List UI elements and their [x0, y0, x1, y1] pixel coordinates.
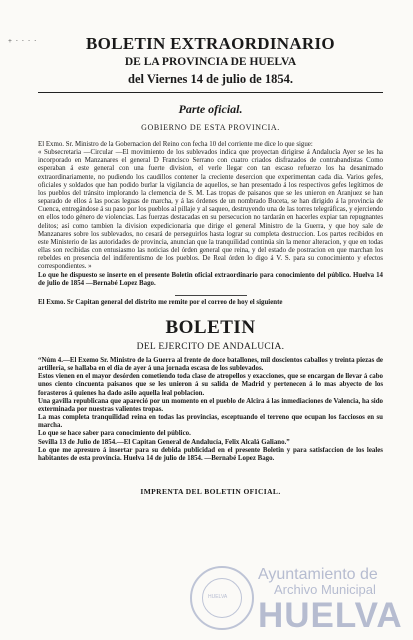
bulletin-paragraph: Sevilla 13 de Julio de 1854.—El Capitan General de Andalucía, Felix Alcalá Galiano.”: [38, 438, 290, 446]
section-heading: Parte oficial.: [178, 102, 243, 116]
government-heading: GOBIERNO DE ESTA PROVINCIA.: [141, 123, 280, 132]
bulletin-paragraph: “Núm 4.—El Exemo Sr. Ministro de la Guerra al frente de doce batallones, mil doscientos caballos y treinta piezas de artillería, se hallaba en el dia de ayer á una jornada escasa de los sublevados.: [38, 356, 383, 373]
bulletin-title: BOLETIN: [165, 316, 256, 338]
corner-mark: + · · · ·: [8, 37, 38, 45]
bulletin-paragraph: Lo que se hace saber para conocimiento del público.: [38, 430, 191, 438]
bulletin-paragraph: Estos vienen en el mayor desórden cometiendo toda clase de atropellos y exacciones, que se encargan de llevar á cabo unos ciento cincuenta paisanos que se les unieron á su salida de Madrid y pertenecen á lo mas abyecto de los forasteros á quienes ha dado asilo aquella leal poblacion.: [38, 373, 383, 397]
masthead-rule: [38, 92, 383, 93]
seal-icon: [190, 566, 254, 630]
bulletin-subtitle: DEL EJERCITO DE ANDALUCIA.: [136, 341, 285, 352]
separator-rule: [175, 295, 247, 296]
watermark-line-2: Archivo Municipal: [274, 582, 376, 597]
printer-footer: IMPRENTA DEL BOLETIN OFICIAL.: [140, 487, 281, 496]
intro-paragraph: El Exmo. Sr. Ministro de la Gobernacion del Reino con fecha 10 del corriente me dice lo que sigue:: [38, 141, 313, 148]
archive-watermark-logo: [188, 562, 408, 640]
circular-paragraph: « Subsecretaria —Circular —El movimiento de los sublevados indica que proyectan dirigirse á Andalucía Ayer se les ha incorporado en Manzanares el general D Francisco Serrano con cuatro criados disfrazados de contrabandistas Como esperaban á este general con una fuerte division, el verle llegar con tan escaso refuerzo los ha desanimado extraordinariamente, no pudiendo los caudillos contener la creciente desercion que experimentan cada dia. Varios gefes, oficiales y soldados que han podido burlar la vigilancia de aquellos, se han presentado á los respectivos gefes legítimos de los pueblos del tránsito implorando la clemencia de S. M. Las tropas de paisanos que se les unieron en Aranjuez se han separado de ellos á las pocas leguas de marcha, y á las órdenes de un nombrado Buceta, se han dirigido á la provincia de Cuenca, entregándose á su paso por los pueblos al pillaje y al saqueo, destruyendo una de las torres telegráficas, y ejerciendo en ellos todo género de violencias. Las fuerzas destacadas en su persecucion no tardarán en hacerles expiar tan repugnantes delitos; así como tambien la division expedicionaria que dirige el general Ministro de la Guerra, y que hoy sale de Manzanares sobre los sublevados, no cesará de perseguirlos hasta lograr su completa destruccion. Los partes recibidos en este Ministerio de las autoridades de provincia, anuncian que la tranquilidad continúa sin la menor alteracion, y que en todas ellas son recibidas con entusiasmo las noticias del órden general que reina, y del estado de postracion en que marchan los rebeldes en presencia del indiferentismo de los pueblos. De Real órden lo digo á V. S. para su conocimiento y efectos correspondientes. »: [38, 149, 383, 271]
captain-intro: El Exmo. Sr Capitan general del distrito me remite por el correo de hoy el siguiente: [38, 298, 283, 306]
masthead-province: DE LA PROVINCIA DE HUELVA: [124, 56, 297, 68]
bulletin-paragraph: Lo que me apresuro á insertar para su debida publicidad en el presente Boletin y para satisfaccion de los leales habitantes de esta provincia. Huelva 14 de julio de 1854. —Bernabé Lopez Bago.: [38, 446, 383, 462]
bulletin-paragraph: Una gavilla republicana que apareció por un momento en el pueblo de Alcira á las inmediaciones de Valencia, ha sido exterminada por nuestras valientes tropas.: [38, 397, 383, 413]
masthead-title: BOLETIN EXTRAORDINARIO: [86, 34, 335, 53]
notice-paragraph: Lo que he dispuesto se inserte en el presente Boletin oficial extraordinario para conocimiento del público. Huelva 14 de julio de 1854 —Bernabé Lopez Bago.: [38, 271, 383, 287]
masthead-date: del Viernes 14 de julio de 1854.: [128, 72, 293, 86]
masthead: [38, 34, 383, 87]
bulletin-paragraph: La mas completa tranquilidad reina en todas las provincias, esceptuando el terreno que ocupan los facciosos en su marcha.: [38, 414, 383, 430]
watermark-line-3: HUELVA: [258, 596, 403, 635]
watermark-line-1: Ayuntamiento de: [258, 566, 378, 583]
seal-text: HUELVA: [208, 594, 228, 600]
